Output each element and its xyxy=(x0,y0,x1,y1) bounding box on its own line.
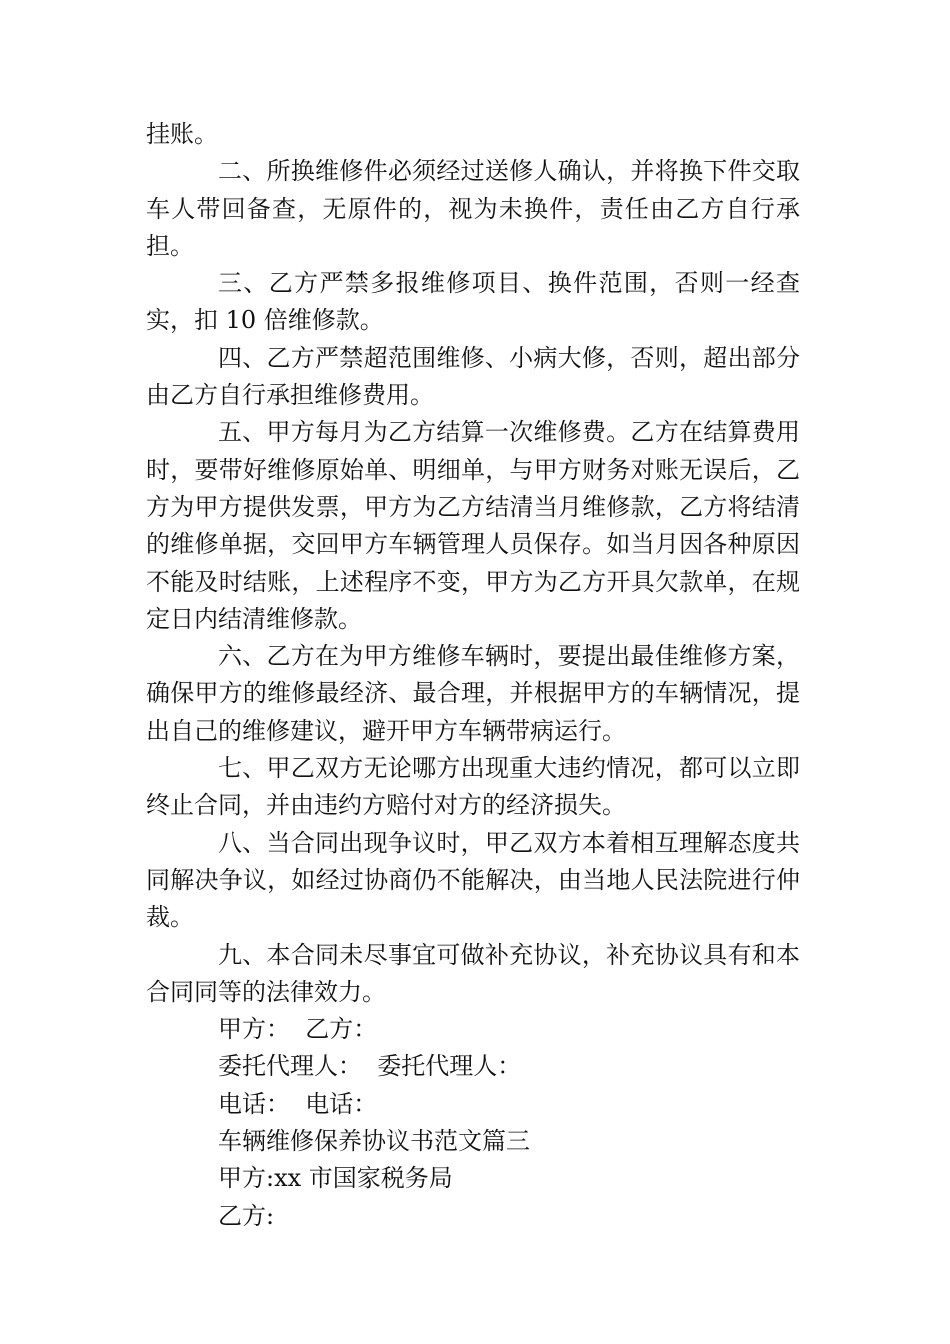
clause-2-paragraph: 二、所换维修件必须经过送修人确认，并将换下件交取车人带回备查，无原件的，视为未换件，责任由乙方自行承担。 xyxy=(146,157,800,260)
agent-signature-line: 委托代理人： 委托代理人： xyxy=(218,1052,522,1081)
section-title: 车辆维修保养协议书范文篇三 xyxy=(218,1127,530,1156)
party-signature-line: 甲方： 乙方： xyxy=(218,1015,378,1044)
clause-7-paragraph: 七、甲乙双方无论哪方出现重大违约情况，都可以立即终止合同，并由违约方赔付对方的经济损失。 xyxy=(146,754,800,820)
clause-6-paragraph: 六、乙方在为甲方维修车辆时，要提出最佳维修方案，确保甲方的维修最经济、最合理，并根据甲方的车辆情况，提出自己的维修建议，避开甲方车辆带病运行。 xyxy=(146,642,800,745)
continuation-paragraph: 挂账。 xyxy=(146,120,218,148)
clause-9-paragraph: 九、本合同未尽事宜可做补充协议，补充协议具有和本合同同等的法律效力。 xyxy=(146,940,800,1006)
clause-4-paragraph: 四、乙方严禁超范围维修、小病大修，否则，超出部分由乙方自行承担维修费用。 xyxy=(146,343,800,410)
clause-8-paragraph: 八、当合同出现争议时，甲乙双方本着相互理解态度共同解决争议，如经过协商仍不能解决，由当地人民法院进行仲裁。 xyxy=(146,828,800,932)
document-body xyxy=(146,116,800,1235)
clause-3-paragraph: 三、乙方严禁多报维修项目、换件范围，否则一经查实，扣 10 倍维修款。 xyxy=(146,269,800,335)
phone-line: 电话： 电话： xyxy=(218,1089,378,1118)
party-a-line: 甲方:xx 市国家税务局 xyxy=(218,1164,453,1193)
clause-5-paragraph: 五、甲方每月为乙方结算一次维修费。乙方在结算费用时，要带好维修原始单、明细单，与甲方财务对账无误后，乙方为甲方提供发票，甲方为乙方结清当月维修款，乙方将结清的维修单据，交回甲方车辆管理人员保存。如当月因各种原因不能及时结账，上述程序不变，甲方为乙方开具欠款单，在规定日内结清维修款。 xyxy=(146,418,800,633)
party-b-line: 乙方: xyxy=(218,1201,275,1230)
